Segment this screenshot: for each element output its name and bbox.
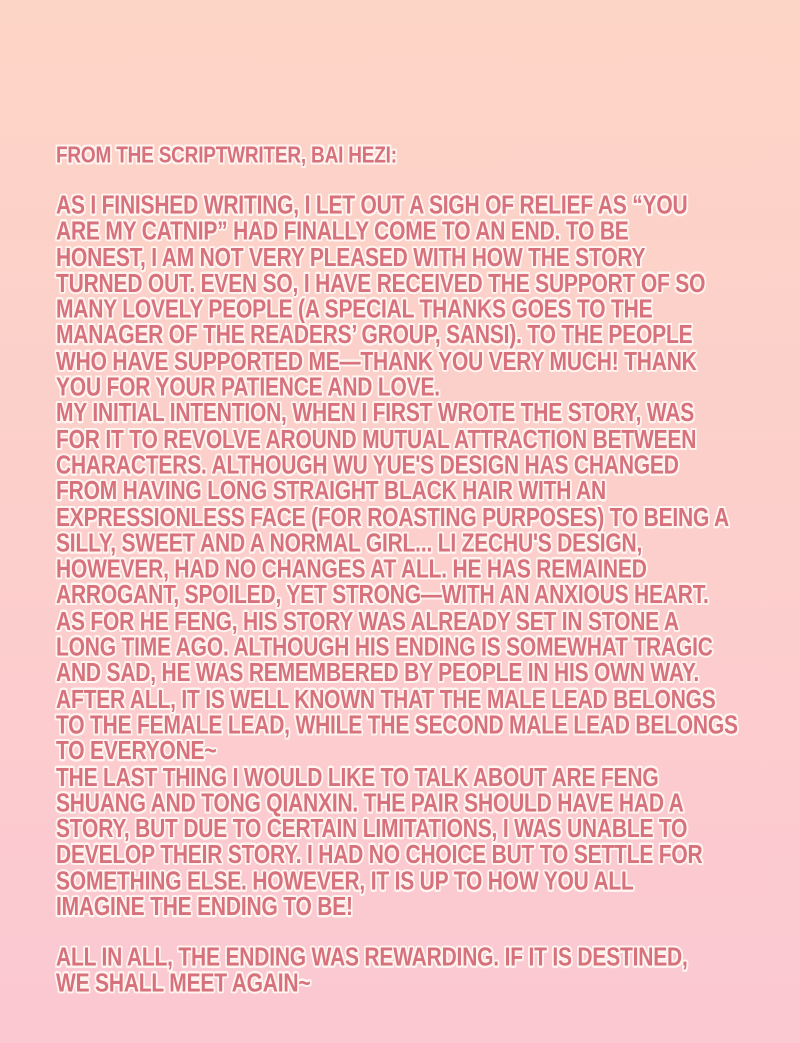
body-line: HONEST, I AM NOT VERY PLEASED WITH HOW THE STORY [56, 243, 646, 272]
body-line: MANY LOVELY PEOPLE (A SPECIAL THANKS GOES TO THE [56, 295, 653, 324]
body-line: AS FOR HE FENG, HIS STORY WAS ALREADY SET IN STONE A [56, 607, 679, 636]
body-line: AS I FINISHED WRITING, I LET OUT A SIGH OF RELIEF AS “YOU [56, 191, 688, 220]
body-line: IMAGINE THE ENDING TO BE! [56, 893, 353, 922]
closing-line: WE SHALL MEET AGAIN~ [56, 969, 311, 998]
body-line: ARROGANT, SPOILED, YET STRONG—WITH AN ANXIOUS HEART. [56, 581, 709, 610]
body-line: CHARACTERS. ALTHOUGH WU YUE'S DESIGN HAS CHANGED [56, 451, 679, 480]
body-line: YOU FOR YOUR PATIENCE AND LOVE. [56, 373, 440, 402]
afterword-body [56, 193, 756, 921]
body-line: TO THE FEMALE LEAD, WHILE THE SECOND MALE LEAD BELONGS [56, 711, 738, 740]
body-line: DEVELOP THEIR STORY. I HAD NO CHOICE BUT TO SETTLE FOR [56, 841, 703, 870]
body-line: THE LAST THING I WOULD LIKE TO TALK ABOUT ARE FENG [56, 763, 659, 792]
body-line: TURNED OUT. EVEN SO, I HAVE RECEIVED THE SUPPORT OF SO [56, 269, 706, 298]
body-line: ARE MY CATNIP” HAD FINALLY COME TO AN END. TO BE [56, 217, 629, 246]
afterword-closing [56, 945, 756, 997]
body-line: HOWEVER, HAD NO CHANGES AT ALL. HE HAS REMAINED [56, 555, 647, 584]
body-line: SHUANG AND TONG QIANXIN. THE PAIR SHOULD HAVE HAD A [56, 789, 684, 818]
body-line: TO EVERYONE~ [56, 737, 217, 766]
afterword-heading: FROM THE SCRIPTWRITER, BAI HEZI: [56, 143, 397, 169]
body-line: MANAGER OF THE READERS’ GROUP, SANSI). TO THE PEOPLE [56, 321, 693, 350]
body-line: WHO HAVE SUPPORTED ME—THANK YOU VERY MUCH! THANK [56, 347, 697, 376]
body-line: AND SAD, HE WAS REMEMBERED BY PEOPLE IN HIS OWN WAY. [56, 659, 700, 688]
body-line: AFTER ALL, IT IS WELL KNOWN THAT THE MALE LEAD BELONGS [56, 685, 716, 714]
body-line: MY INITIAL INTENTION, WHEN I FIRST WROTE THE STORY, WAS [56, 399, 695, 428]
body-line: LONG TIME AGO. ALTHOUGH HIS ENDING IS SOMEWHAT TRAGIC [56, 633, 713, 662]
body-line: SILLY, SWEET AND A NORMAL GIRL... LI ZECHU'S DESIGN, [56, 529, 643, 558]
body-line: FROM HAVING LONG STRAIGHT BLACK HAIR WITH AN [56, 477, 606, 506]
body-line: FOR IT TO REVOLVE AROUND MUTUAL ATTRACTION BETWEEN [56, 425, 697, 454]
body-line: SOMETHING ELSE. HOWEVER, IT IS UP TO HOW YOU ALL [56, 867, 634, 896]
body-line: STORY, BUT DUE TO CERTAIN LIMITATIONS, I WAS UNABLE TO [56, 815, 688, 844]
body-line: EXPRESSIONLESS FACE (FOR ROASTING PURPOSES) TO BEING A [56, 503, 729, 532]
closing-line: ALL IN ALL, THE ENDING WAS REWARDING. IF IT IS DESTINED, [56, 943, 688, 972]
